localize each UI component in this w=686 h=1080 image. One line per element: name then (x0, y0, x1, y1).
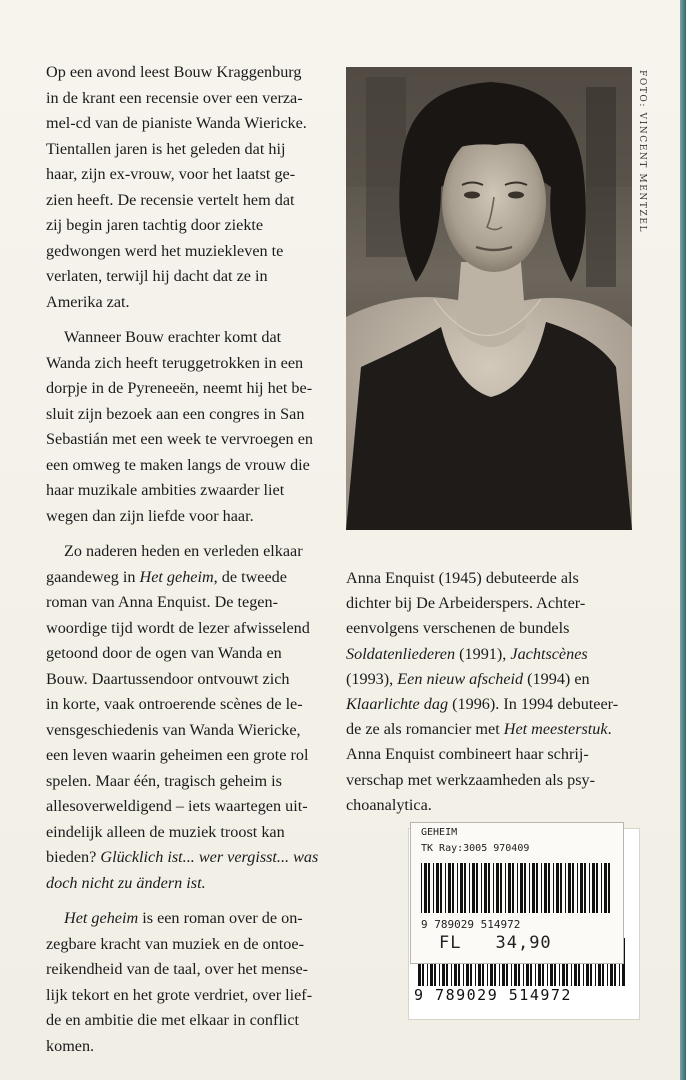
book-title-ref: Het meesterstuk (503, 720, 608, 739)
barcode-bar (436, 863, 439, 913)
sticker-isbn: 9 789029 514972 (421, 918, 521, 931)
blurb-text-fragment: , de tweede (213, 567, 287, 586)
blurb-text (46, 60, 336, 1059)
blurb-line: spelen. Maar één, tragisch geheim is (46, 771, 282, 790)
blurb-line: Wanda zich heeft teruggetrokken in een (46, 353, 304, 372)
sticker-title: GEHEIM (421, 827, 458, 838)
blurb-line (46, 906, 336, 932)
barcode-bar (460, 863, 463, 913)
barcode-bar (536, 863, 538, 913)
barcode-bar (592, 863, 595, 913)
barcode-bar (448, 863, 451, 913)
blurb-text-fragment: is een roman over de on- (138, 909, 303, 927)
blurb-line: de en ambitie die met elkaar in conflict (46, 1011, 300, 1029)
barcode-bar (572, 863, 574, 913)
blurb-paragraph-3 (46, 539, 336, 896)
barcode-bar (517, 863, 518, 913)
blurb-line: eindelijk alleen de muziek troost kan (46, 822, 285, 841)
barcode-bar (568, 863, 571, 913)
barcode-bar (544, 863, 547, 913)
blurb-paragraph-1 (46, 60, 336, 315)
barcode-bar (604, 863, 607, 913)
blurb-line: sluit zijn bezoek aan een congres in San (46, 404, 305, 423)
barcode-bar (601, 863, 602, 913)
blurb-line: zij begin jaren tachtig door ziekte (46, 216, 264, 234)
blurb-line: zien heeft. De recensie vertelt hem dat (46, 190, 295, 209)
bio-text-fragment: (1994) en (523, 669, 590, 688)
blurb-line: Op een avond leest Bouw Kraggenburg (46, 63, 302, 81)
author-bio (346, 566, 636, 818)
price-sticker (410, 822, 624, 964)
book-title-ref: Het geheim (64, 909, 139, 927)
barcode-bar (532, 863, 535, 913)
blurb-line: woordige tijd wordt de lezer afwisselend (46, 618, 310, 637)
blurb-line: gedwongen werd het muziekleven te (46, 241, 284, 260)
barcode-bar (493, 863, 494, 913)
barcode-bar (433, 863, 434, 913)
barcode-bar (445, 863, 446, 913)
book-title-ref: Een nieuw afscheid (397, 669, 524, 688)
barcode-bar (608, 863, 610, 913)
bio-text-fragment: . (607, 720, 612, 739)
blurb-line: zegbare kracht van muziek en de ontoe- (46, 934, 304, 953)
bio-line (346, 667, 636, 692)
barcode-bar (484, 863, 487, 913)
barcode-bar (596, 863, 598, 913)
barcode-bar (520, 863, 523, 913)
blurb-text-fragment: bieden? (46, 848, 101, 866)
blurb-line: Bouw. Daartussendoor ontvouwt zich (46, 669, 290, 688)
book-title-ref: Klaarlichte dag (346, 695, 449, 714)
barcode-bar (421, 863, 422, 913)
blurb-line: in korte, vaak ontroerende scènes de le- (46, 695, 303, 713)
book-title-ref: Jachtscènes (510, 644, 588, 663)
bio-line (346, 642, 636, 667)
spine-edge (680, 0, 686, 1080)
barcode-bar (512, 863, 514, 913)
barcode-bar (548, 863, 550, 913)
sticker-barcode (419, 863, 615, 913)
author-portrait-image (346, 67, 632, 530)
bio-line (346, 692, 636, 717)
barcode-bar (524, 863, 526, 913)
blurb-line: een omweg te maken langs de vrouw die (46, 455, 310, 474)
quote-text: Glücklich ist... wer vergisst... was (100, 848, 319, 866)
blurb-line: roman van Anna Enquist. De tegen- (46, 593, 278, 611)
author-photo (346, 67, 632, 530)
barcode-bar (584, 863, 586, 913)
blurb-line: in de krant een recensie over een verza- (46, 88, 303, 107)
blurb-line: lijk tekort en het grote verdriet, over lief- (46, 985, 313, 1004)
quote-text: doch nicht zu ändern ist. (46, 873, 206, 892)
bio-text-fragment: de ze als romancier met (346, 720, 504, 739)
bio-text-fragment: (1993), (346, 669, 398, 688)
barcode-bar (496, 863, 499, 913)
bio-line: Anna Enquist combineert haar schrij- (346, 745, 589, 764)
blurb-line: Tientallen jaren is het geleden dat hij (46, 139, 286, 158)
isbn-number: 9 789029 514972 (414, 986, 572, 1004)
barcode-bar (452, 863, 454, 913)
blurb-line: Sebastián met een week te vervroegen en (46, 430, 313, 448)
blurb-line: komen. (46, 1036, 95, 1055)
barcode-bar (500, 863, 502, 913)
barcode-bar (541, 863, 542, 913)
book-title-ref: Soldatenliederen (346, 644, 456, 663)
barcode-bar (481, 863, 482, 913)
barcode-bar (457, 863, 458, 913)
blurb-text-fragment: gaandeweg in (46, 567, 140, 586)
barcode-bar (508, 863, 511, 913)
barcode-bar (556, 863, 559, 913)
blurb-line: mel-cd van de pianiste Wanda Wiericke. (46, 114, 307, 132)
bio-line: dichter bij De Arbeiderspers. Achter- (346, 594, 586, 613)
blurb-line: Wanneer Bouw erachter komt dat (64, 328, 282, 346)
barcode-bar (565, 863, 566, 913)
blurb-line: haar muzikale ambities zwaarder liet (46, 481, 285, 499)
barcode-bar (560, 863, 562, 913)
blurb-line: Amerika zat. (46, 292, 130, 311)
blurb-line: reikendheid van de taal, over het mense- (46, 960, 309, 978)
barcode-bar (424, 863, 427, 913)
sticker-code: TK Ray:3005 970409 (421, 843, 530, 854)
bio-line: eenvolgens verschenen de bundels (346, 619, 570, 638)
bio-line (346, 717, 636, 742)
bio-text-fragment: (1991), (455, 644, 511, 663)
blurb-line (46, 565, 336, 591)
blurb-line: getoond door de ogen van Wanda en (46, 644, 282, 662)
bio-line: verschap met werkzaamheden als psy- (346, 770, 596, 789)
blurb-line: wegen dan zijn liefde voor haar. (46, 506, 254, 525)
blurb-line: haar, zijn ex-vrouw, voor het laatst ge- (46, 165, 296, 183)
barcode-bar (529, 863, 530, 913)
barcode-bar (577, 863, 578, 913)
photo-credit: FOTO: VINCENT MENTZEL (637, 70, 647, 234)
barcode-bar (488, 863, 490, 913)
blurb-line: dorpje in de Pyreneeën, neemt hij het be- (46, 379, 313, 397)
blurb-line: Zo naderen heden en verleden elkaar (64, 542, 303, 560)
blurb-line: allesoverweldigend – iets waartegen uit- (46, 797, 308, 815)
blurb-paragraph-2 (46, 325, 336, 529)
bio-line: Anna Enquist (1945) debuteerde als (346, 569, 579, 587)
barcode-bar (428, 863, 430, 913)
barcode-bar (469, 863, 470, 913)
blurb-line: verlaten, terwijl hij dacht dat ze in (46, 267, 268, 285)
price-value: 34,90 (495, 933, 552, 953)
blurb-line: een leven waarin geheimen een grote rol (46, 746, 309, 764)
blurb-paragraph-4 (46, 906, 336, 1059)
barcode-bar (440, 863, 442, 913)
barcode-bar (505, 863, 506, 913)
blurb-line (46, 871, 336, 897)
bio-text-fragment: (1996). In 1994 debuteer- (448, 695, 619, 714)
barcode-bar (589, 863, 590, 913)
currency: FL (439, 933, 462, 953)
blurb-line: vensgeschiedenis van Wanda Wiericke, (46, 720, 301, 739)
blurb-line (46, 845, 336, 871)
barcode-bar (580, 863, 583, 913)
book-title-ref: Het geheim (139, 567, 214, 586)
bio-line: choanalytica. (346, 795, 432, 814)
barcode-bar (476, 863, 478, 913)
barcode-bar (472, 863, 475, 913)
barcode-bar (464, 863, 466, 913)
price-label (439, 933, 552, 953)
barcode-bar (553, 863, 554, 913)
